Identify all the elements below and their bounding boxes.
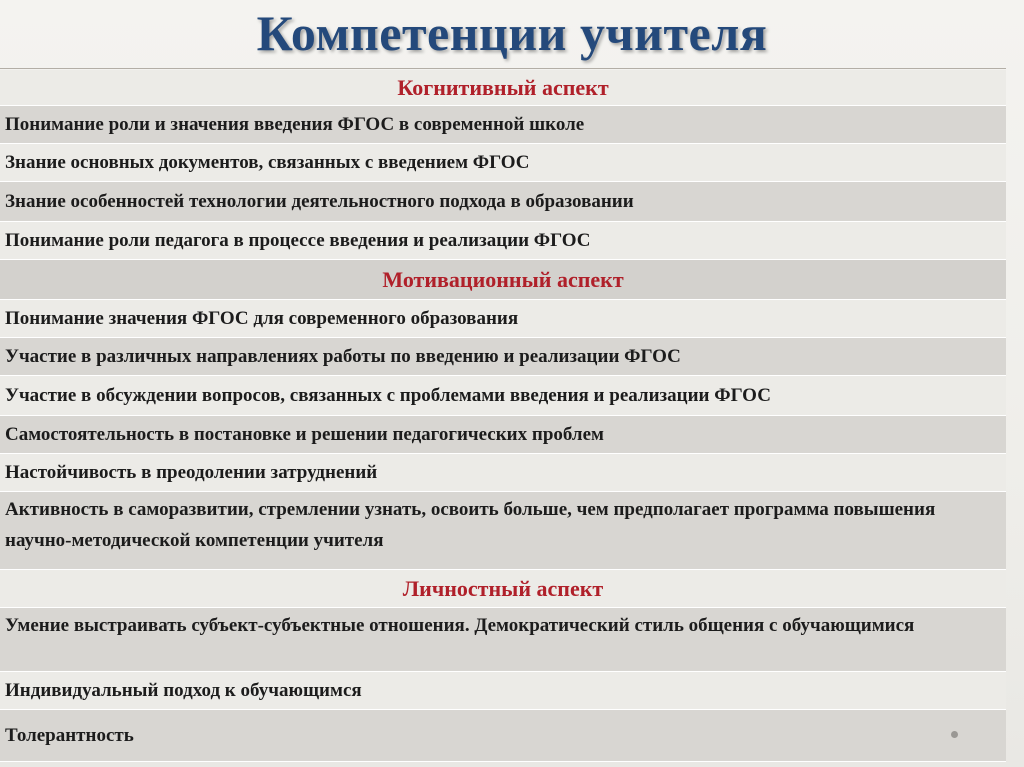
table-row: Участие в обсуждении вопросов, связанных с проблемами введения и реализации ФГОС xyxy=(0,376,1006,416)
table-row: Понимание значения ФГОС для современного образования xyxy=(0,300,1006,338)
table-row: Понимание роли педагога в процессе введения и реализации ФГОС xyxy=(0,222,1006,260)
section-heading-motivational: Мотивационный аспект xyxy=(0,260,1006,300)
slide-dot xyxy=(951,731,958,738)
competence-table xyxy=(0,70,1006,762)
table-row: Понимание роли и значения введения ФГОС в современной школе xyxy=(0,106,1006,144)
section-heading-cognitive: Когнитивный аспект xyxy=(0,70,1006,106)
table-row: Участие в различных направлениях работы по введению и реализации ФГОС xyxy=(0,338,1006,376)
title-divider xyxy=(0,68,1006,69)
table-row: Самостоятельность в постановке и решении педагогических проблем xyxy=(0,416,1006,454)
section-heading-personal: Личностный аспект xyxy=(0,570,1006,608)
table-row: Индивидуальный подход к обучающимся xyxy=(0,672,1006,710)
table-row: Знание особенностей технологии деятельностного подхода в образовании xyxy=(0,182,1006,222)
table-row: Толерантность xyxy=(0,710,1006,762)
table-row: Умение выстраивать субъект-субъектные отношения. Демократический стиль общения с обучающимися xyxy=(0,608,1006,672)
table-row: Активность в саморазвитии, стремлении узнать, освоить больше, чем предполагает программа повышения научно-методической компетенции учителя xyxy=(0,492,1006,570)
table-row: Настойчивость в преодолении затруднений xyxy=(0,454,1006,492)
table-row: Знание основных документов, связанных с введением ФГОС xyxy=(0,144,1006,182)
slide-title: Компетенции учителя xyxy=(256,5,768,61)
